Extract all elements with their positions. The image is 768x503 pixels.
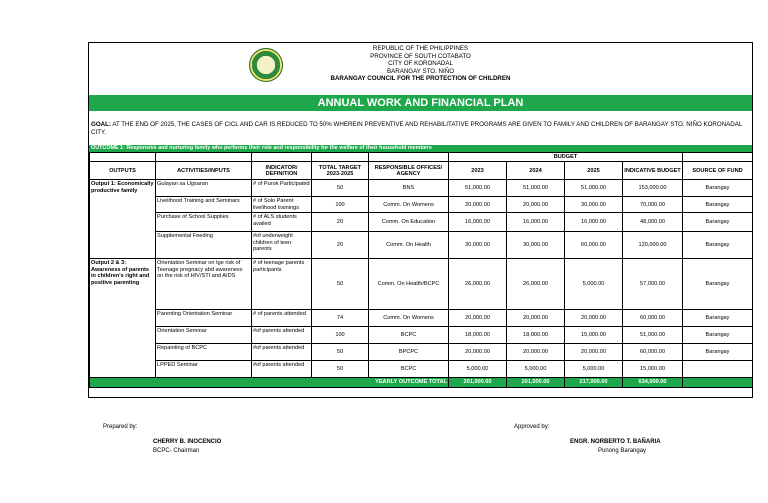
budget-2023-cell: 20,000.00 — [449, 197, 507, 213]
col-header: ACTIVITIES/INPUTS — [156, 162, 252, 180]
budget-2023-cell: 20,000.00 — [449, 310, 507, 327]
fund-source-cell: Barangay — [683, 213, 753, 232]
total-2024: 201,000.00 — [507, 378, 565, 387]
table-row — [90, 213, 753, 232]
goal-label: GOAL: — [91, 121, 111, 128]
table-header-row — [90, 162, 753, 180]
budget-2023-cell: 20,000.00 — [449, 344, 507, 361]
header-line-4: BARANGAY STO. NIÑO — [386, 67, 455, 75]
indicator-cell: # of Solo Parent livelihood trainings — [252, 197, 312, 213]
budget-2024-cell: 20,000.00 — [507, 197, 565, 213]
activity-cell: Purchase of School Supplies — [156, 213, 252, 232]
col-header: SOURCE OF FUND — [683, 162, 753, 180]
budget-2024-cell: 20,000.00 — [507, 344, 565, 361]
budget-2025-cell: 20,000.00 — [565, 344, 623, 361]
agency-cell: BPCPC — [369, 344, 449, 361]
col-header: RESPONSIBLE OFFICES/ AGENCY — [369, 162, 449, 180]
table-row — [90, 327, 753, 344]
target-cell: 50 — [312, 180, 369, 197]
outcome-text: Responsive and nurturing family who performs their role and responsibility for the welfare of their household members — [126, 145, 432, 151]
activity-cell: Parenting Orientation Seminar — [156, 310, 252, 327]
agency-cell: BCPC — [369, 361, 449, 378]
target-cell: 74 — [312, 310, 369, 327]
agency-cell: Comm. On Health/BCPC — [369, 259, 449, 310]
budget-2023-cell: 5,000.00 — [449, 361, 507, 378]
indicator-cell: # of teenage parents participants — [252, 259, 312, 310]
budget-2025-cell: 60,000.00 — [565, 232, 623, 259]
indicator-cell: # of parents attended — [252, 310, 312, 327]
header-line-1: REPUBLIC OF THE PHILIPPINES — [372, 45, 469, 52]
indicative-budget-cell: 60,000.00 — [623, 344, 683, 361]
target-cell: 20 — [312, 232, 369, 259]
approved-by-label: Approved by: — [514, 424, 550, 430]
indicative-budget-cell: 70,000.00 — [623, 197, 683, 213]
budget-2024-cell: 16,000.00 — [507, 213, 565, 232]
total-indicative-budget: 634,000.00 — [623, 378, 683, 387]
outcome-bar — [89, 145, 752, 152]
agency-cell: Comm. On Womens — [369, 197, 449, 213]
indicator-cell: # of ALS students availed — [252, 213, 312, 232]
col-header: INDICATIVE BUDGET — [623, 162, 683, 180]
total-label: YEARLY OUTCOME TOTAL — [90, 378, 449, 387]
indicative-budget-cell: 120,000.00 — [623, 232, 683, 259]
budget-2023-cell: 51,000.00 — [449, 180, 507, 197]
output-cell: Output 2 & 3: Awareness of parents in children's right and positive parenting — [90, 259, 156, 378]
col-header: TOTAL TARGET 2023-2025 — [312, 162, 369, 180]
target-cell: 100 — [312, 327, 369, 344]
agency-cell: Comm. On Womens — [369, 310, 449, 327]
activity-cell: Repainting of BCPC — [156, 344, 252, 361]
activity-cell: Gulayan sa Ugsaran — [156, 180, 252, 197]
indicator-cell: #of parents attended — [252, 361, 312, 378]
fund-source-cell: Barangay — [683, 344, 753, 361]
target-cell: 100 — [312, 197, 369, 213]
target-cell: 50 — [312, 361, 369, 378]
budget-2024-cell: 51,000.00 — [507, 180, 565, 197]
fund-source-cell: Barangay — [683, 310, 753, 327]
target-cell: 20 — [312, 213, 369, 232]
header-council: BARANGAY COUNCIL FOR THE PROTECTION OF CHILDREN — [330, 75, 511, 83]
header-line-2: PROVINCE OF SOUTH COTABATO — [370, 52, 471, 60]
budget-2024-cell: 5,000.00 — [507, 361, 565, 378]
table-row — [90, 344, 753, 361]
document-header — [89, 43, 752, 95]
indicator-cell: #of underweight children of teen parents — [252, 232, 312, 259]
budget-header-row — [90, 153, 753, 162]
agency-cell: BNS — [369, 180, 449, 197]
indicative-budget-cell: 48,000.00 — [623, 213, 683, 232]
indicator-cell: # of Purok Participated — [252, 180, 312, 197]
table-row — [90, 361, 753, 378]
goal-text: AT THE END OF 2025, THE CASES OF CICL AND CAR IS REDUCED TO 50% WHEREIN PREVENTIVE AND REHABILITATIVE PROGRAMS ARE GIVEN TO FAMILY AND CHILDREN OF BARANGAY STO. NIÑO KORONADAL CITY. — [91, 121, 743, 136]
table-row — [90, 180, 753, 197]
budget-2023-cell: 26,000.00 — [449, 259, 507, 310]
budget-2025-cell: 51,000.00 — [565, 180, 623, 197]
prepared-by-label: Prepared by: — [103, 424, 138, 430]
budget-2023-cell: 18,000.00 — [449, 327, 507, 344]
col-header: INDICATOR/ DEFINITION — [252, 162, 312, 180]
budget-2025-cell: 30,000.00 — [565, 197, 623, 213]
budget-2025-cell: 5,000.00 — [565, 259, 623, 310]
activity-cell: Livelihood Training and Seminars — [156, 197, 252, 213]
fund-source-cell: Barangay — [683, 180, 753, 197]
agency-cell: BCPC — [369, 327, 449, 344]
indicative-budget-cell: 51,000.00 — [623, 327, 683, 344]
fund-source-cell — [683, 361, 753, 378]
total-row — [90, 378, 753, 387]
activity-cell: Orientation Seminar on tge risk of Teenage pregnacy abd awareness on the risk of HIV/STI and AIDS — [156, 259, 252, 310]
prepared-by-name: CHERRY B. INOCENCIO — [153, 439, 222, 445]
outcome-label: OUTCOME 1: — [91, 145, 125, 151]
budget-2024-cell: 20,000.00 — [507, 310, 565, 327]
indicative-budget-cell: 15,000.00 — [623, 361, 683, 378]
agency-cell: Comm. On Education — [369, 213, 449, 232]
table-row — [90, 259, 753, 310]
budget-label: BUDGET — [449, 153, 683, 162]
fund-source-cell: Barangay — [683, 232, 753, 259]
budget-2025-cell: 20,000.00 — [565, 310, 623, 327]
fund-source-cell: Barangay — [683, 327, 753, 344]
indicator-cell: #of parents attended — [252, 327, 312, 344]
output-cell: Output 1: Economically productive family — [90, 180, 156, 259]
header-line-3: CITY OF KORONADAL — [388, 60, 453, 68]
indicative-budget-cell: 60,000.00 — [623, 310, 683, 327]
total-2023: 201,000.00 — [449, 378, 507, 387]
prepared-by-title: BCPC- Chairman — [153, 448, 200, 454]
budget-2024-cell: 18,000.00 — [507, 327, 565, 344]
budget-2024-cell: 26,000.00 — [507, 259, 565, 310]
table-row — [90, 232, 753, 259]
total-2025: 217,000.00 — [565, 378, 623, 387]
target-cell: 50 — [312, 259, 369, 310]
activity-cell: Orientation Seminar — [156, 327, 252, 344]
budget-2023-cell: 16,000.00 — [449, 213, 507, 232]
fund-source-cell: Barangay — [683, 197, 753, 213]
work-plan-sheet — [88, 42, 753, 398]
indicative-budget-cell: 153,000.00 — [623, 180, 683, 197]
col-header: 2024 — [507, 162, 565, 180]
total-fund-blank — [683, 378, 753, 387]
budget-2025-cell: 5,000.00 — [565, 361, 623, 378]
budget-2025-cell: 15,000.00 — [565, 327, 623, 344]
indicative-budget-cell: 57,000.00 — [623, 259, 683, 310]
plan-table — [89, 152, 753, 388]
budget-2025-cell: 16,000.00 — [565, 213, 623, 232]
document-title: ANNUAL WORK AND FINANCIAL PLAN — [89, 95, 752, 111]
agency-cell: Comm. On Health — [369, 232, 449, 259]
col-header: OUTPUTS — [90, 162, 156, 180]
goal-statement — [91, 121, 746, 136]
fund-source-cell: Barangay — [683, 259, 753, 310]
budget-2024-cell: 30,000.00 — [507, 232, 565, 259]
budget-2023-cell: 30,000.00 — [449, 232, 507, 259]
approved-by-title: Punong Barangay — [598, 448, 647, 454]
approved-by-name: ENGR. NORBERTO T. BAÑARIA — [570, 439, 661, 445]
col-header: 2025 — [565, 162, 623, 180]
activity-cell: Supplemental Feeding — [156, 232, 252, 259]
activity-cell: LPPED Seminar — [156, 361, 252, 378]
target-cell: 50 — [312, 344, 369, 361]
indicator-cell: #of parents attended — [252, 344, 312, 361]
col-header: 2023 — [449, 162, 507, 180]
table-row — [90, 310, 753, 327]
table-row — [90, 197, 753, 213]
